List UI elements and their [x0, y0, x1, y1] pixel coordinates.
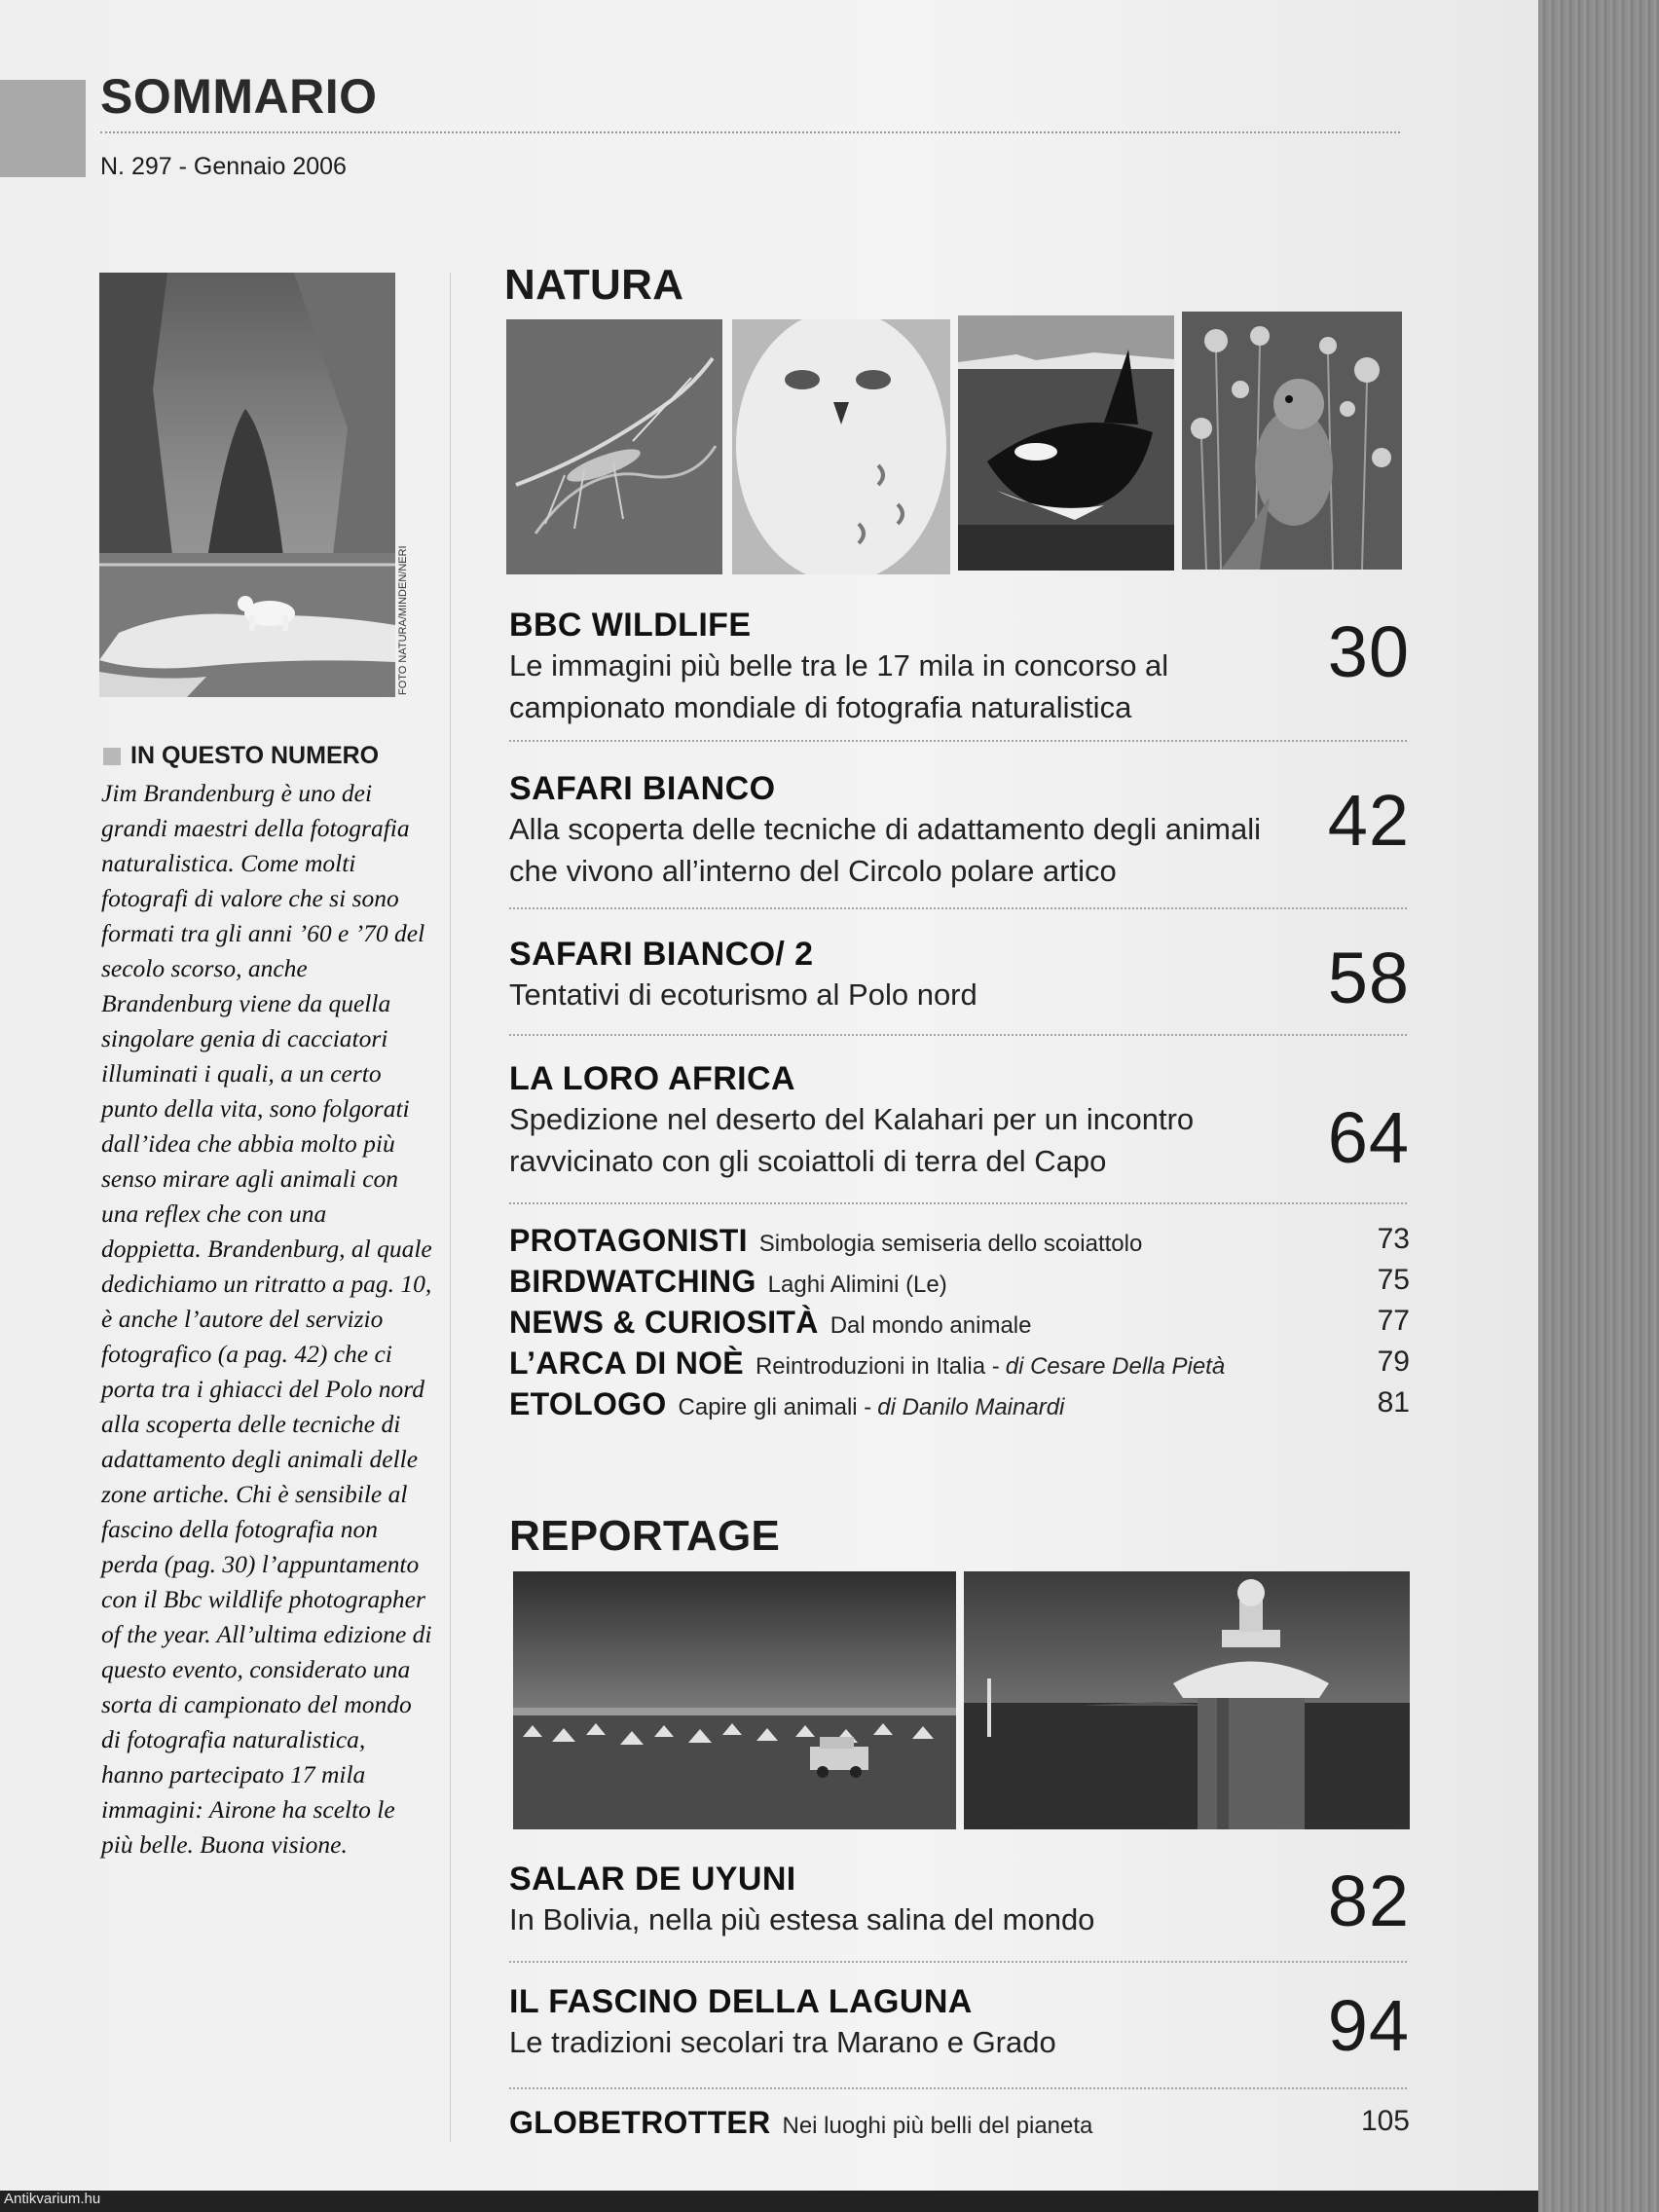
page-number: 77 [1377, 1305, 1410, 1337]
page-number: 81 [1377, 1386, 1410, 1419]
entry-divider [509, 1961, 1407, 1963]
column-author: di Cesare Della Pietà [1005, 1353, 1226, 1380]
entry-divider [509, 1034, 1407, 1036]
column-entry[interactable] [509, 1223, 1410, 1264]
column-title: NEWS & CURIOSITÀ [509, 1305, 819, 1340]
sidebar-heading-text: IN QUESTO NUMERO [130, 742, 380, 769]
orca-photo [958, 315, 1174, 571]
lagoon-post-photo [964, 1571, 1410, 1829]
feature-description: Le immagini più belle tra le 17 mila in concorso al campionato mondiale di fotografia naturalistica [509, 648, 1169, 724]
magazine-spine-edge [1538, 0, 1659, 2212]
editorial-paragraph: Jim Brandenburg è uno dei grandi maestri della fotografia naturalistica. Come molti fotografi di valore che si sono formati tra gli anni ’60 e ’70 del secolo scorso, anche Brandenburg viene da quella singolare genia di cacciatori illuminati i quali, a un certo punto della vita, sono folgorati dall’idea che abbia molto più senso mirare agli animali con una reflex che con una doppietta. Brandenburg, al quale dedichiamo un ritratto a pag. 10, è anche l’autore del servizio fotografico (a pag. 42) che ci porta tra i ghiacci del Polo nord alla scoperta delle tecniche di adattamento degli animali delle zone artiche. Chi è sensibile al fascino della fotografia non perda (pag. 30) l’appuntamento con il Bbc wildlife photographer of the year. All’ultima edizione di questo evento, considerato una sorta di campionato del mondo di fotografia naturalistica, hanno partecipato 17 mila immagini: Airone ha scelto le più belle. Buona visione. [101, 779, 432, 1859]
feature-description: Tentativi di ecoturismo al Polo nord [509, 977, 977, 1012]
column-title: ETOLOGO [509, 1386, 667, 1421]
entry-divider [509, 907, 1407, 909]
column-description: Dal mondo animale [830, 1312, 1032, 1339]
entry-divider [509, 1202, 1407, 1204]
column-description: Nei luoghi più belli del pianeta [782, 2113, 1093, 2139]
feature-description: Spedizione nel deserto del Kalahari per un incontro ravvicinato con gli scoiattoli di terra del Capo [509, 1102, 1195, 1178]
section-tab-block [0, 80, 86, 177]
feature-description: Alla scoperta delle tecniche di adattamento degli animali che vivono all’interno del Circolo polare artico [509, 812, 1262, 888]
column-title: BIRDWATCHING [509, 1264, 756, 1299]
column-entry[interactable] [509, 1386, 1410, 1427]
feature-title: LA LORO AFRICA [509, 1060, 795, 1097]
page-number: 42 [1327, 780, 1410, 861]
column-entry[interactable] [509, 2105, 1410, 2146]
feature-title: IL FASCINO DELLA LAGUNA [509, 1983, 973, 2020]
feature-description: Le tradizioni secolari tra Marano e Grado [509, 2025, 1056, 2059]
column-description: Laghi Alimini (Le) [767, 1272, 947, 1298]
page-number: 82 [1327, 1861, 1410, 1941]
column-description: Capire gli animali - [678, 1394, 872, 1420]
bottom-edge-strip [0, 2191, 1538, 2212]
column-title: GLOBETROTTER [509, 2105, 771, 2140]
feature-entry[interactable] [509, 935, 1410, 1022]
column-entry[interactable] [509, 1264, 1410, 1305]
column-divider [450, 273, 451, 2142]
section-title-reportage: REPORTAGE [509, 1512, 781, 1560]
page-number: 75 [1377, 1264, 1410, 1296]
salt-flat-photo [513, 1571, 956, 1829]
page-number: 30 [1327, 611, 1410, 692]
page-number: 58 [1327, 938, 1410, 1018]
header-divider [100, 131, 1400, 133]
column-description: Reintroduzioni in Italia - [755, 1353, 1000, 1380]
sidebar-heading [103, 742, 379, 770]
issue-info: N. 297 - Gennaio 2006 [100, 153, 347, 180]
feature-entry[interactable] [509, 769, 1410, 896]
site-watermark: Antikvarium.hu [4, 2191, 101, 2207]
feature-entry[interactable] [509, 1860, 1410, 1947]
column-title: PROTAGONISTI [509, 1223, 748, 1258]
column-title: L’ARCA DI NOÈ [509, 1346, 744, 1381]
section-title-natura: NATURA [504, 261, 684, 309]
feature-description: In Bolivia, nella più estesa salina del mondo [509, 1902, 1095, 1936]
page-title: SOMMARIO [100, 69, 378, 124]
column-description: Simbologia semiseria dello scoiattolo [758, 1231, 1143, 1257]
page-number: 94 [1327, 1985, 1410, 2066]
shrimp-photo [506, 319, 722, 574]
polar-bear-photo [99, 273, 395, 697]
bullet-square-icon [103, 748, 121, 765]
feature-entry[interactable] [509, 606, 1410, 732]
snowy-owl-photo [732, 319, 950, 574]
feature-title: SALAR DE UYUNI [509, 1861, 796, 1898]
photo-credit: FOTO NATURA/MINDEN/NERI [397, 545, 409, 695]
feature-entry[interactable] [509, 1059, 1410, 1186]
page-number: 73 [1377, 1223, 1410, 1255]
feature-title: SAFARI BIANCO [509, 770, 776, 807]
page-number: 105 [1360, 2105, 1410, 2137]
entry-divider [509, 740, 1407, 742]
feature-title: SAFARI BIANCO/ 2 [509, 936, 814, 973]
feature-entry[interactable] [509, 1982, 1410, 2070]
feature-title: BBC WILDLIFE [509, 607, 752, 644]
page-number: 79 [1377, 1346, 1410, 1378]
ground-squirrel-photo [1182, 312, 1402, 570]
page-number: 64 [1327, 1097, 1410, 1178]
column-entry[interactable] [509, 1305, 1410, 1346]
column-entry[interactable] [509, 1346, 1410, 1386]
column-author: di Danilo Mainardi [877, 1394, 1065, 1420]
entry-divider [509, 2087, 1407, 2089]
